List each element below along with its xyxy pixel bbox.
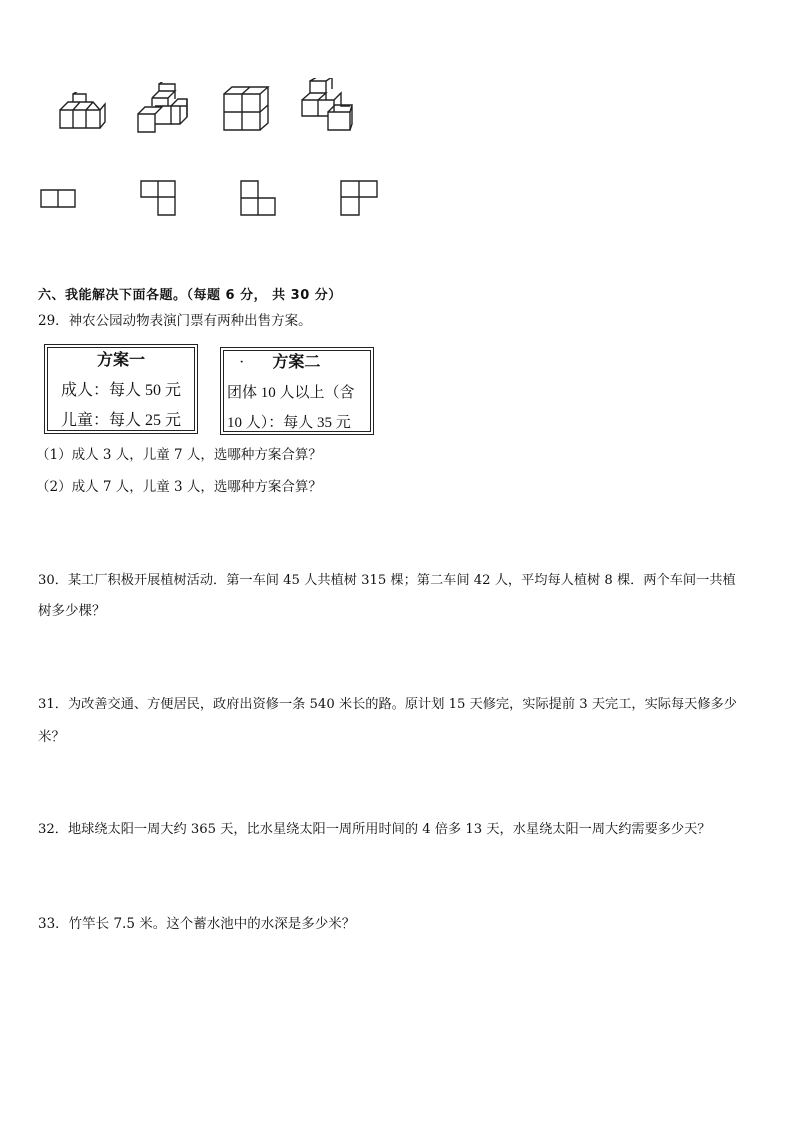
- plan-one-adult-price: 成人：每人 50 元: [60, 382, 181, 399]
- cube-figure-4: [300, 78, 355, 132]
- question-32-text: 32．地球绕太阳一周大约 365 天，比水星绕太阳一周所用时间的 4 倍多 13 天，水星绕太阳一周大约需要多少天？: [38, 822, 711, 837]
- question-29-sub-1: （1）成人 3 人，儿童 7 人，选哪种方案合算？: [36, 447, 322, 463]
- plan-one-child-price: 儿童：每人 25 元: [60, 412, 181, 429]
- view-figure-3: [240, 180, 276, 216]
- plan-two-title: 方案二: [272, 354, 321, 371]
- question-29-text: 29．神农公园动物表演门票有两种出售方案。: [38, 313, 312, 329]
- question-29-sub-2: （2）成人 7 人，儿童 3 人，选哪种方案合算？: [36, 479, 322, 495]
- view-figure-4: [340, 180, 378, 216]
- question-31-line-1: 31．为改善交通、方便居民，政府出资修一条 540 米长的路。原计划 15 天修完，实际提前 3 天完工，实际每天修多少: [38, 697, 737, 712]
- plan-two-group-condition: 团体 10 人以上（含: [227, 385, 355, 401]
- question-33-text: 33．竹竿长 7.5 米。这个蓄水池中的水深是多少米？: [38, 916, 356, 932]
- cube-figure-3: [222, 84, 270, 132]
- cube-figure-2: [135, 82, 190, 134]
- plan-one-title: 方案一: [96, 352, 145, 369]
- cube-figure-1: [56, 92, 106, 132]
- plan-two-group-price: 10 人）：每人 35 元: [227, 415, 351, 431]
- plan-two-inner-border: [223, 350, 371, 432]
- plan-one-inner-border: [47, 347, 195, 431]
- view-figure-1: [40, 189, 76, 209]
- question-31-line-2: 米？: [38, 729, 65, 745]
- plan-two-dot: ·: [239, 354, 245, 371]
- plan-two-box: [220, 347, 374, 435]
- plan-one-box: [44, 344, 198, 434]
- question-30-line-1: 30．某工厂积极开展植树活动．第一车间 45 人共植树 315 棵；第二车间 42 人，平均每人植树 8 棵．两个车间一共植: [38, 573, 736, 588]
- question-30-line-2: 树多少棵？: [38, 603, 106, 619]
- view-figure-2: [140, 180, 176, 216]
- section-title: 六、我能解决下面各题。（每题 6 分， 共 30 分）: [38, 288, 342, 303]
